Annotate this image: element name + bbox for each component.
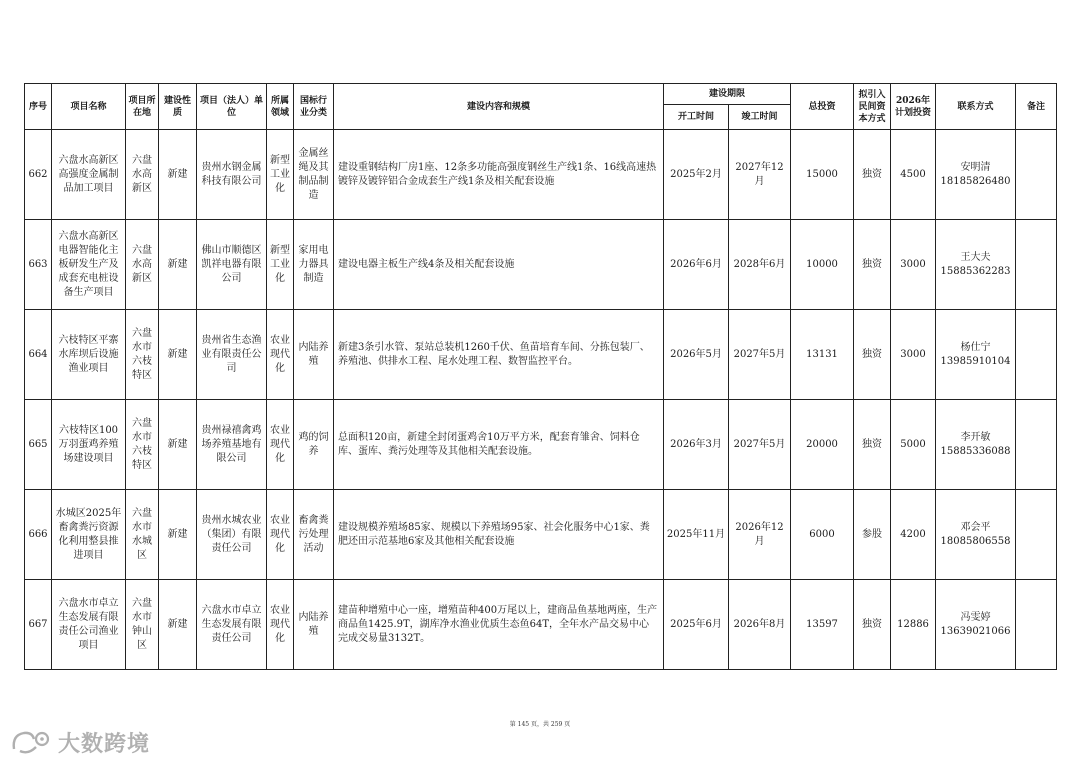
- row-contact-phone: 18085806558: [940, 535, 1011, 547]
- row-total: 13131: [791, 310, 854, 400]
- row-contact-name: 杨仕宁: [960, 341, 991, 353]
- row-name: 六盘水市卓立生态发展有限责任公司渔业项目: [52, 580, 126, 670]
- row-plan2026: 3000: [891, 310, 936, 400]
- header-industry: 国标行业分类: [294, 84, 334, 130]
- row-contact: [936, 580, 1016, 670]
- row-plan2026: 12886: [891, 580, 936, 670]
- row-end: 2027年12月: [729, 130, 791, 220]
- row-total: 15000: [791, 130, 854, 220]
- row-unit: 贵州水钢金属科技有限公司: [197, 130, 267, 220]
- row-nature: 新建: [159, 400, 197, 490]
- row-unit: 贵州水城农业（集团）有限责任公司: [197, 490, 267, 580]
- row-end: 2028年6月: [729, 220, 791, 310]
- header-unit: 项目（法人）单位: [197, 84, 267, 130]
- row-unit: 贵州省生态渔业有限责任公司: [197, 310, 267, 400]
- header-content: 建设内容和规模: [334, 84, 664, 130]
- row-end: 2027年5月: [729, 400, 791, 490]
- row-industry: 金属丝绳及其制品制造: [294, 130, 334, 220]
- row-total: 13597: [791, 580, 854, 670]
- row-end: 2026年12月: [729, 490, 791, 580]
- row-name: 六盘水高新区高强度金属制品加工项目: [52, 130, 126, 220]
- row-capital: 参股: [854, 490, 891, 580]
- row-capital: 独资: [854, 310, 891, 400]
- table-row: [25, 490, 1057, 580]
- row-field: 农业现代化: [267, 490, 294, 580]
- header-seq: 序号: [25, 84, 52, 130]
- row-contact-name: 安明清: [960, 161, 991, 173]
- row-total: 10000: [791, 220, 854, 310]
- row-contact-phone: 13985910104: [940, 355, 1011, 367]
- row-contact-name: 李开敏: [960, 431, 991, 443]
- row-seq: 667: [25, 580, 52, 670]
- row-content: 建设规模养殖场85家、规模以下养殖场95家、社会化服务中心1家、粪肥还田示范基地6家及其他相关配套设施: [334, 490, 664, 580]
- watermark-text: 大数跨境: [58, 731, 151, 757]
- header-contact: 联系方式: [936, 84, 1016, 130]
- row-location: 六盘水高新区: [126, 130, 159, 220]
- row-unit: 佛山市顺德区凯祥电器有限公司: [197, 220, 267, 310]
- row-industry: 鸡的饲养: [294, 400, 334, 490]
- header-start: 开工时间: [664, 105, 729, 130]
- row-seq: 662: [25, 130, 52, 220]
- row-contact: [936, 310, 1016, 400]
- row-content: 总面积120亩，新建全封闭蛋鸡舍10万平方米，配套育雏舍、饲料仓库、蛋库、粪污处理等及其他相关配套设施。: [334, 400, 664, 490]
- row-remark: [1016, 400, 1057, 490]
- row-plan2026: 3000: [891, 220, 936, 310]
- table-row: [25, 580, 1057, 670]
- row-field: 农业现代化: [267, 580, 294, 670]
- row-total: 20000: [791, 400, 854, 490]
- row-content: 建设电器主板生产线4条及相关配套设施: [334, 220, 664, 310]
- row-end: 2026年8月: [729, 580, 791, 670]
- row-location: 六盘水市水城区: [126, 490, 159, 580]
- table-row: [25, 310, 1057, 400]
- project-table: [24, 83, 1057, 670]
- row-start: 2026年3月: [664, 400, 729, 490]
- row-unit: 贵州禄禧禽鸡场养殖基地有限公司: [197, 400, 267, 490]
- row-start: 2026年6月: [664, 220, 729, 310]
- header-name: 项目名称: [52, 84, 126, 130]
- row-location: 六盘水市钟山区: [126, 580, 159, 670]
- row-industry: 家用电力器具制造: [294, 220, 334, 310]
- row-nature: 新建: [159, 490, 197, 580]
- row-contact: [936, 220, 1016, 310]
- row-name: 六枝特区100万羽蛋鸡养殖场建设项目: [52, 400, 126, 490]
- table-row: [25, 220, 1057, 310]
- row-contact-phone: 13639021066: [940, 625, 1011, 637]
- watermark: [10, 727, 150, 757]
- row-capital: 独资: [854, 220, 891, 310]
- row-seq: 666: [25, 490, 52, 580]
- row-industry: 内陆养殖: [294, 310, 334, 400]
- header-capital: 拟引入民间资本方式: [854, 84, 891, 130]
- row-industry: 内陆养殖: [294, 580, 334, 670]
- row-nature: 新建: [159, 580, 197, 670]
- row-plan2026: 5000: [891, 400, 936, 490]
- row-plan2026: 4200: [891, 490, 936, 580]
- row-location: 六盘水市六枝特区: [126, 310, 159, 400]
- row-contact: [936, 490, 1016, 580]
- row-remark: [1016, 490, 1057, 580]
- row-capital: 独资: [854, 400, 891, 490]
- row-remark: [1016, 580, 1057, 670]
- header-period: 建设期限: [664, 84, 791, 105]
- row-content: 建设重钢结构厂房1座、12条多功能高强度钢丝生产线1条、16线高速热镀锌及镀锌铝合金成套生产线1条及相关配套设施: [334, 130, 664, 220]
- row-contact-phone: 15885336088: [940, 445, 1011, 457]
- row-location: 六盘水高新区: [126, 220, 159, 310]
- header-nature: 建设性质: [159, 84, 197, 130]
- row-seq: 665: [25, 400, 52, 490]
- row-capital: 独资: [854, 130, 891, 220]
- row-nature: 新建: [159, 130, 197, 220]
- row-field: 农业现代化: [267, 400, 294, 490]
- row-nature: 新建: [159, 310, 197, 400]
- row-content: 建苗种增殖中心一座，增殖苗种400万尾以上，建商品鱼基地两座，生产商品鱼1425.9T，湖库净水渔业优质生态鱼64T，全年水产品交易中心完成交易量3132T。: [334, 580, 664, 670]
- header-plan2026: 2026年计划投资: [891, 84, 936, 130]
- row-seq: 664: [25, 310, 52, 400]
- page-number: 第 145 页，共 259 页: [509, 721, 571, 728]
- row-contact-name: 冯雯婷: [960, 611, 991, 623]
- row-start: 2026年5月: [664, 310, 729, 400]
- row-name: 六盘水高新区电器智能化主板研发生产及成套充电桩设备生产项目: [52, 220, 126, 310]
- row-nature: 新建: [159, 220, 197, 310]
- header-location: 项目所在地: [126, 84, 159, 130]
- row-field: 新型工业化: [267, 130, 294, 220]
- row-name: 六枝特区平寨水库坝后设施渔业项目: [52, 310, 126, 400]
- row-total: 6000: [791, 490, 854, 580]
- row-capital: 独资: [854, 580, 891, 670]
- row-start: 2025年11月: [664, 490, 729, 580]
- row-unit: 六盘水市卓立生态发展有限责任公司: [197, 580, 267, 670]
- row-remark: [1016, 310, 1057, 400]
- row-contact-phone: 15885362283: [940, 265, 1011, 277]
- row-remark: [1016, 130, 1057, 220]
- row-name: 水城区2025年畜禽粪污资源化利用整县推进项目: [52, 490, 126, 580]
- row-contact: [936, 130, 1016, 220]
- row-end: 2027年5月: [729, 310, 791, 400]
- row-industry: 畜禽粪污处理活动: [294, 490, 334, 580]
- header-remark: 备注: [1016, 84, 1057, 130]
- row-contact-phone: 18185826480: [940, 175, 1011, 187]
- table-row: [25, 130, 1057, 220]
- row-seq: 663: [25, 220, 52, 310]
- row-content: 新建3条引水管、泵站总装机1260千伏、鱼苗培育车间、分拣包装厂、养殖池、供排水工程、尾水处理工程、数智监控平台。: [334, 310, 664, 400]
- header-total: 总投资: [791, 84, 854, 130]
- row-contact-name: 王大夫: [960, 251, 991, 263]
- row-start: 2025年6月: [664, 580, 729, 670]
- row-field: 新型工业化: [267, 220, 294, 310]
- row-contact: [936, 400, 1016, 490]
- row-contact-name: 邓会平: [960, 521, 991, 533]
- header-field: 所属领域: [267, 84, 294, 130]
- watermark-logo-icon: [10, 727, 54, 757]
- row-location: 六盘水市六枝特区: [126, 400, 159, 490]
- row-field: 农业现代化: [267, 310, 294, 400]
- row-plan2026: 4500: [891, 130, 936, 220]
- row-start: 2025年2月: [664, 130, 729, 220]
- row-remark: [1016, 220, 1057, 310]
- table-row: [25, 400, 1057, 490]
- header-end: 竣工时间: [729, 105, 791, 130]
